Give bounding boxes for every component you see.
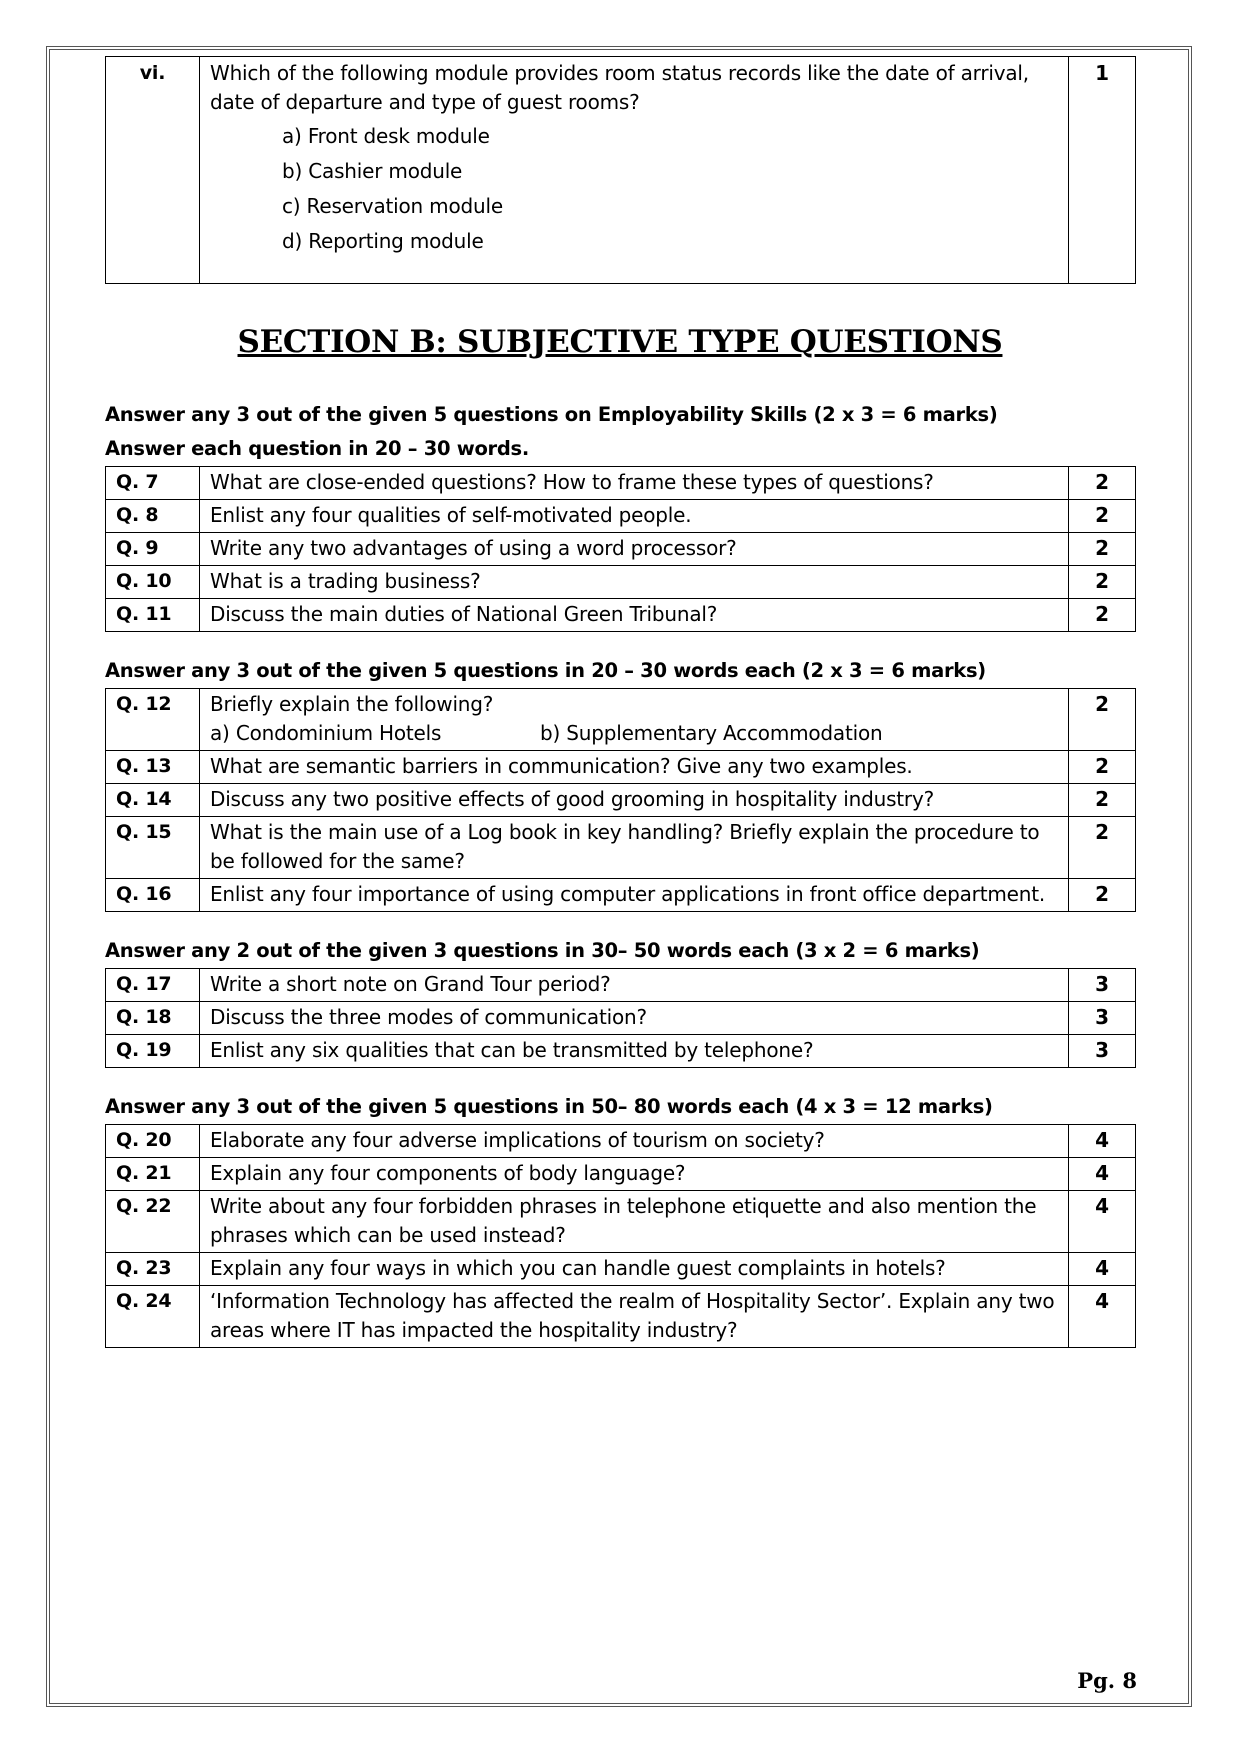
table-row bbox=[106, 1158, 1136, 1191]
question-number: Q. 7 bbox=[106, 467, 200, 500]
question-text: What is a trading business? bbox=[200, 566, 1069, 599]
question-text: Write a short note on Grand Tour period? bbox=[200, 969, 1069, 1002]
question-marks: 2 bbox=[1069, 689, 1136, 751]
table-row bbox=[106, 599, 1136, 632]
question-marks: 2 bbox=[1069, 566, 1136, 599]
table-row bbox=[106, 57, 1136, 284]
question-marks: 2 bbox=[1069, 784, 1136, 817]
question-number: Q. 23 bbox=[106, 1253, 200, 1286]
question-number: Q. 22 bbox=[106, 1191, 200, 1253]
question-marks: 4 bbox=[1069, 1286, 1136, 1348]
question-text: Write about any four forbidden phrases in telephone etiquette and also mention the phrases which can be used instead? bbox=[200, 1191, 1069, 1253]
group4-instruction: Answer any 3 out of the given 5 questions in 50– 80 words each (4 x 3 = 12 marks) bbox=[105, 1095, 993, 1118]
option-b: b) Cashier module bbox=[282, 159, 463, 183]
group1-table bbox=[105, 466, 1136, 632]
option-d: d) Reporting module bbox=[282, 229, 484, 253]
group1-instruction: Answer any 3 out of the given 5 questions on Employability Skills (2 x 3 = 6 marks) bbox=[105, 403, 998, 426]
group2-instruction: Answer any 3 out of the given 5 questions in 20 – 30 words each (2 x 3 = 6 marks) bbox=[105, 659, 986, 682]
page-number: Pg. 8 bbox=[1077, 1668, 1137, 1693]
table-row bbox=[106, 1035, 1136, 1068]
question-marks: 2 bbox=[1069, 467, 1136, 500]
question-text: Elaborate any four adverse implications of tourism on society? bbox=[200, 1125, 1069, 1158]
table-row bbox=[106, 566, 1136, 599]
question-options bbox=[210, 719, 1058, 748]
question-number: Q. 20 bbox=[106, 1125, 200, 1158]
question-number: Q. 14 bbox=[106, 784, 200, 817]
question-number: Q. 10 bbox=[106, 566, 200, 599]
question-marks: 2 bbox=[1069, 599, 1136, 632]
question-number: Q. 17 bbox=[106, 969, 200, 1002]
page-content bbox=[105, 56, 1135, 1348]
option-a: a) Front desk module bbox=[282, 124, 490, 148]
option-c: c) Reservation module bbox=[282, 194, 503, 218]
question-marks: 3 bbox=[1069, 1035, 1136, 1068]
question-text: Which of the following module provides room status records like the date of arrival, date of departure and type of guest rooms? bbox=[210, 61, 1029, 114]
table-row bbox=[106, 784, 1136, 817]
question-text: Enlist any four qualities of self-motivated people. bbox=[200, 500, 1069, 533]
question-number: Q. 8 bbox=[106, 500, 200, 533]
group2-table bbox=[105, 688, 1136, 912]
table-row bbox=[106, 879, 1136, 912]
question-vi-table bbox=[105, 56, 1136, 284]
question-text: Discuss the three modes of communication? bbox=[200, 1002, 1069, 1035]
question-text: What is the main use of a Log book in key handling? Briefly explain the procedure to be followed for the same? bbox=[200, 817, 1069, 879]
question-marks: 3 bbox=[1069, 1002, 1136, 1035]
question-marks: 2 bbox=[1069, 533, 1136, 566]
table-row bbox=[106, 1191, 1136, 1253]
question-marks: 4 bbox=[1069, 1253, 1136, 1286]
question-marks: 4 bbox=[1069, 1125, 1136, 1158]
table-row bbox=[106, 500, 1136, 533]
question-text: Discuss the main duties of National Green Tribunal? bbox=[200, 599, 1069, 632]
option-b: b) Supplementary Accommodation bbox=[540, 721, 883, 745]
option-a: a) Condominium Hotels bbox=[210, 721, 442, 745]
question-text: Explain any four ways in which you can handle guest complaints in hotels? bbox=[200, 1253, 1069, 1286]
question-marks: 3 bbox=[1069, 969, 1136, 1002]
question-text: ‘Information Technology has affected the realm of Hospitality Sector’. Explain any two areas where IT has impacted the hospitality industry? bbox=[200, 1286, 1069, 1348]
table-row bbox=[106, 969, 1136, 1002]
table-row bbox=[106, 1286, 1136, 1348]
table-row bbox=[106, 533, 1136, 566]
question-number: Q. 24 bbox=[106, 1286, 200, 1348]
question-number: Q. 9 bbox=[106, 533, 200, 566]
question-number: Q. 13 bbox=[106, 751, 200, 784]
question-marks: 4 bbox=[1069, 1191, 1136, 1253]
table-row bbox=[106, 817, 1136, 879]
question-marks: 4 bbox=[1069, 1158, 1136, 1191]
table-row bbox=[106, 1125, 1136, 1158]
question-number: Q. 12 bbox=[106, 689, 200, 751]
table-row bbox=[106, 1002, 1136, 1035]
question-marks: 2 bbox=[1069, 879, 1136, 912]
question-marks: 2 bbox=[1069, 817, 1136, 879]
question-text-cell bbox=[200, 689, 1069, 751]
table-row bbox=[106, 1253, 1136, 1286]
question-marks: 2 bbox=[1069, 751, 1136, 784]
group1-instruction-words: Answer each question in 20 – 30 words. bbox=[105, 437, 529, 460]
question-text: Discuss any two positive effects of good grooming in hospitality industry? bbox=[200, 784, 1069, 817]
group4-table bbox=[105, 1124, 1136, 1348]
question-text: What are semantic barriers in communication? Give any two examples. bbox=[200, 751, 1069, 784]
group3-instruction: Answer any 2 out of the given 3 questions in 30– 50 words each (3 x 2 = 6 marks) bbox=[105, 939, 980, 962]
question-text: What are close-ended questions? How to frame these types of questions? bbox=[200, 467, 1069, 500]
question-number: Q. 11 bbox=[106, 599, 200, 632]
table-row bbox=[106, 467, 1136, 500]
question-number: Q. 19 bbox=[106, 1035, 200, 1068]
question-text: Enlist any four importance of using computer applications in front office department. bbox=[200, 879, 1069, 912]
question-marks: 1 bbox=[1069, 57, 1136, 284]
question-number: Q. 15 bbox=[106, 817, 200, 879]
question-number: vi. bbox=[106, 57, 200, 284]
question-text: Briefly explain the following? bbox=[210, 692, 494, 716]
group3-table bbox=[105, 968, 1136, 1068]
question-marks: 2 bbox=[1069, 500, 1136, 533]
question-text: Explain any four components of body language? bbox=[200, 1158, 1069, 1191]
table-row bbox=[106, 689, 1136, 751]
question-text: Enlist any six qualities that can be transmitted by telephone? bbox=[200, 1035, 1069, 1068]
question-number: Q. 16 bbox=[106, 879, 200, 912]
question-number: Q. 18 bbox=[106, 1002, 200, 1035]
question-text-cell bbox=[200, 57, 1069, 284]
table-row bbox=[106, 751, 1136, 784]
question-text: Write any two advantages of using a word processor? bbox=[200, 533, 1069, 566]
question-number: Q. 21 bbox=[106, 1158, 200, 1191]
section-title: SECTION B: SUBJECTIVE TYPE QUESTIONS bbox=[237, 324, 1003, 360]
